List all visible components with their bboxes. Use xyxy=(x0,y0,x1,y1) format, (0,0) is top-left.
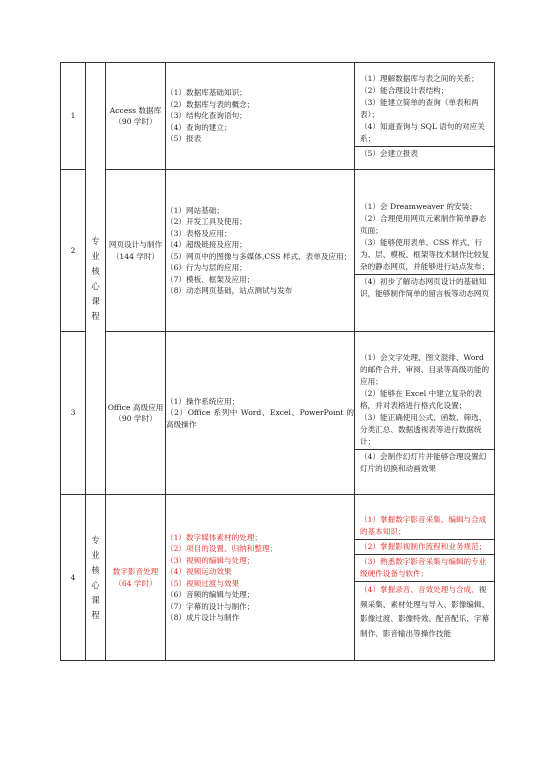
course-name: Office 高级应用 xyxy=(107,402,164,412)
course-content: （1）数据库基础知识； （2）数据库与表的概念； （3）结构化查询语句； （4）查询的建立； （5）报表 xyxy=(166,63,355,170)
goal-item: （1）会 Dreamweaver 的安装； （2）合理使用网页元素制作简单静态页面； （3）能够使用表单、CSS 样式、行为、层、模板、框架等技术制作比较复杂的静态网页，并能够进行站点发布； xyxy=(355,200,494,275)
course-goals xyxy=(355,332,495,495)
course-name: 数字影音处理 xyxy=(112,567,159,576)
course-content: （1）数字媒体素材的处理； （2）项目的设置、归纳和整理； （3）视频的编辑与处理； （4）视频运动效果 （5）视频过渡与效果 （6）音频的编辑与处理； （7）字幕的设计与制作； （8）成片设计与制作 xyxy=(166,495,355,661)
course-goals xyxy=(355,495,495,661)
row-number: 4 xyxy=(61,495,86,661)
course-name-cell xyxy=(106,63,166,170)
goal-item-highlight: （4）掌握录音、音效处理与合成、 xyxy=(360,585,479,594)
course-category: 专业核心课程 xyxy=(86,495,106,661)
course-content: （1）网站基础； （2）开发工具及使用； （3）表格及应用； （4）超级链接及应用； （5）网页中的图像与多媒体,CSS 样式、表单及应用； （6）行为与层的应用； （7）模板、框架及应用； （8）动态网页基础，站点测试与发布 xyxy=(166,170,355,332)
course-name-cell xyxy=(106,495,166,661)
course-hours: （90 学时） xyxy=(114,414,157,423)
goal-item-rest: 视频采集、素材处理与导入、影像编辑、影像过渡、影像特效、配音配乐、字幕制作、影音输出等操作技能 xyxy=(360,585,490,638)
course-hours: （144 学时） xyxy=(111,251,160,261)
table-row xyxy=(61,63,495,170)
course-content: （1）操作系统应用； （2）Office 系列中 Word、Excel、PowerPoint 的高级操作 xyxy=(166,332,355,495)
goal-item: （2）掌握影视制作流程和业务规范； xyxy=(355,540,494,555)
course-name: Access 数据库 xyxy=(109,105,162,115)
course-hours: （64 学时） xyxy=(114,578,157,588)
course-name: 网页设计与制作 xyxy=(108,240,163,249)
course-hours: （90 学时） xyxy=(114,117,157,126)
goal-item: （1）会文字处理、图文混排、Word 的邮件合并、审阅、目录等高级功能的应用； （2）能够在 Excel 中建立复杂的表格，并对表格进行格式化设置； （3）能正确使用公式、函数、筛选、分类汇总、数据透视表等进行数据统计； xyxy=(355,351,494,450)
row-number: 1 xyxy=(61,63,86,170)
row-number: 2 xyxy=(61,170,86,332)
goal-item: （1）理解数据库与表之间的关系； （2）能合理设计表结构； （3）能建立简单的查询（单表和两表）； （4）知道查询与 SQL 语句的对应关系； xyxy=(355,72,494,147)
course-name-cell xyxy=(106,170,166,332)
table-row xyxy=(61,170,495,332)
goal-item: （4）初步了解动态网页设计的基础知识，能够制作简单的留言板等动态网页 xyxy=(360,277,490,298)
course-goals xyxy=(355,170,495,332)
goal-item: （5）会建立报表 xyxy=(360,148,418,158)
curriculum-table xyxy=(60,62,495,661)
goal-item: （3）熟悉数字影音采集与编辑的专业级硬件设备与软件； xyxy=(355,555,494,582)
table-row xyxy=(61,332,495,495)
table-row xyxy=(61,495,495,661)
course-name-cell xyxy=(106,332,166,495)
course-goals xyxy=(355,63,495,170)
goal-item: （4）会制作幻灯片并能够合理设置幻灯片的切换和动画效果 xyxy=(360,451,487,473)
goal-item xyxy=(355,582,494,642)
course-category: 专业核心课程 xyxy=(86,63,106,495)
row-number: 3 xyxy=(61,332,86,495)
goal-item: （1）掌握数字影音采集、编辑与合成的基本知识； xyxy=(355,513,494,540)
